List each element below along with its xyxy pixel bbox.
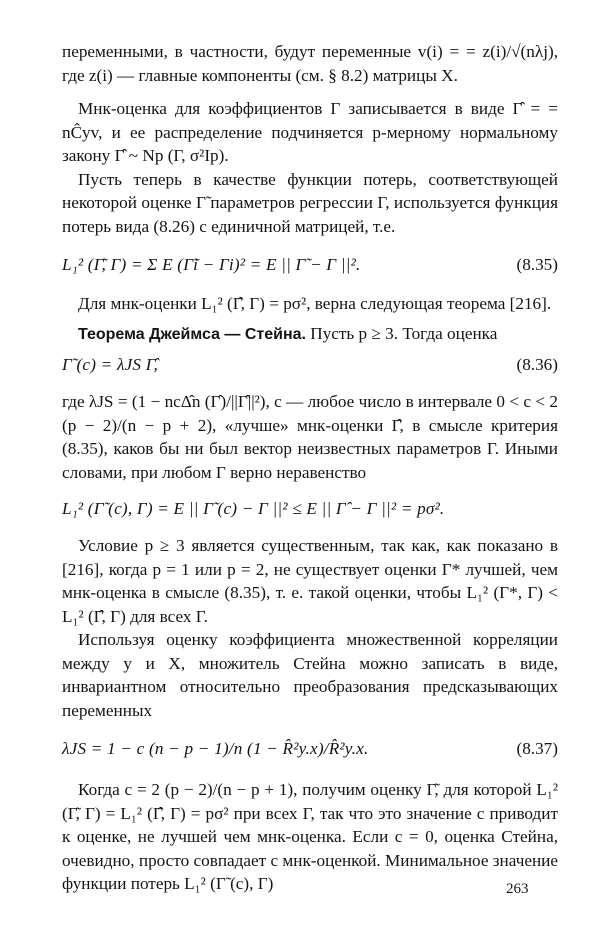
equation-8-36: [62, 350, 558, 380]
paragraph: Используя оценку коэффициента множественной корреляции между y и X, множитель Стейна можно записать в виде, инвариантном относительно преобразования предсказывающих переменных: [62, 630, 558, 720]
theorem: [62, 322, 558, 347]
equation-number: (8.37): [516, 739, 558, 759]
page-body: [62, 40, 558, 896]
equation-formula: λJS = 1 − c (n − p − 1)/n (1 − R̂²y.x)/R̂²y.x.: [62, 739, 369, 759]
paragraph: Когда c = 2 (p − 2)/(n − p + 1), получим оценку Γ̃, для которой L₁² (Γ̃, Γ) = L₁² (Γ̂, Γ) = pσ² при всех Γ, так что это значение c приводит к оценке, не лучшей чем мнк-оценка. Если c = 0, оценка Стейна, очевидно, просто совпадает с мнк-оценкой. Минимальное значение функции потерь L₁² (Γ̃ (c), Γ): [62, 780, 558, 893]
equation-number: (8.35): [516, 255, 558, 275]
equation-8-37: [62, 726, 558, 772]
page-number: 263: [506, 881, 529, 897]
inequality: [62, 494, 558, 524]
paragraph: где λJS = (1 − ncΔ̂n (Γ̂)/||Γ̂||²), c — любое число в интервале 0 < c < 2 (p − 2)/(n − p + 2), «лучше» мнк-оценки Γ̂, в смысле критерия (8.35), каков бы ни был вектор неизвестных параметров Γ. Иными словами, при любом Γ верно неравенство: [62, 392, 558, 482]
paragraph: Условие p ≥ 3 является существенным, так как, как показано в [216], когда p = 1 или p = 2, не существует оценки Γ* лучшей, чем мнк-оценка в смысле (8.35), т. е. такой оценки, чтобы L₁² (Γ*, Γ) < L₁² (Γ̂, Γ) для всех Γ.: [62, 536, 558, 626]
equation-formula: L₁² (Γ̃ (c), Γ) = E || Γ̃ (c) − Γ ||² ≤ E || Γ̂ − Γ ||² = pσ².: [62, 499, 445, 519]
equation-number: (8.36): [516, 355, 558, 375]
equation-formula: Γ̃ (c) = λJS Γ̂,: [62, 355, 158, 375]
paragraph: переменными, в частности, будут переменные v(i) = = z(i)/√(nλj), где z(i) — главные компоненты (см. § 8.2) матрицы X.: [62, 42, 558, 85]
paragraph: Мнк-оценка для коэффициентов Γ записывается в виде Γ̂ = = nĈyv, и ее распределение подчиняется p-мерному нормальному закону Γ̂ ~ Np (Γ, σ²Ip).: [62, 99, 558, 165]
theorem-title: Теорема Джеймса — Стейна.: [78, 325, 306, 343]
equation-formula: L₁² (Γ̃, Γ) = Σ E (Γ̃i − Γi)² = E || Γ̃ − Γ ||².: [62, 255, 361, 275]
paragraph: Для мнк-оценки L₁² (Γ̂, Γ) = pσ², верна следующая теорема [216].: [78, 294, 552, 313]
equation-8-35: [62, 242, 558, 288]
theorem-text: Пусть p ≥ 3. Тогда оценка: [305, 323, 498, 343]
paragraph: Пусть теперь в качестве функции потерь, соответствующей некоторой оценке Γ̃ параметров регрессии Γ, используется функция потерь вида (8.26) с единичной матрицей, т.е.: [62, 169, 558, 236]
